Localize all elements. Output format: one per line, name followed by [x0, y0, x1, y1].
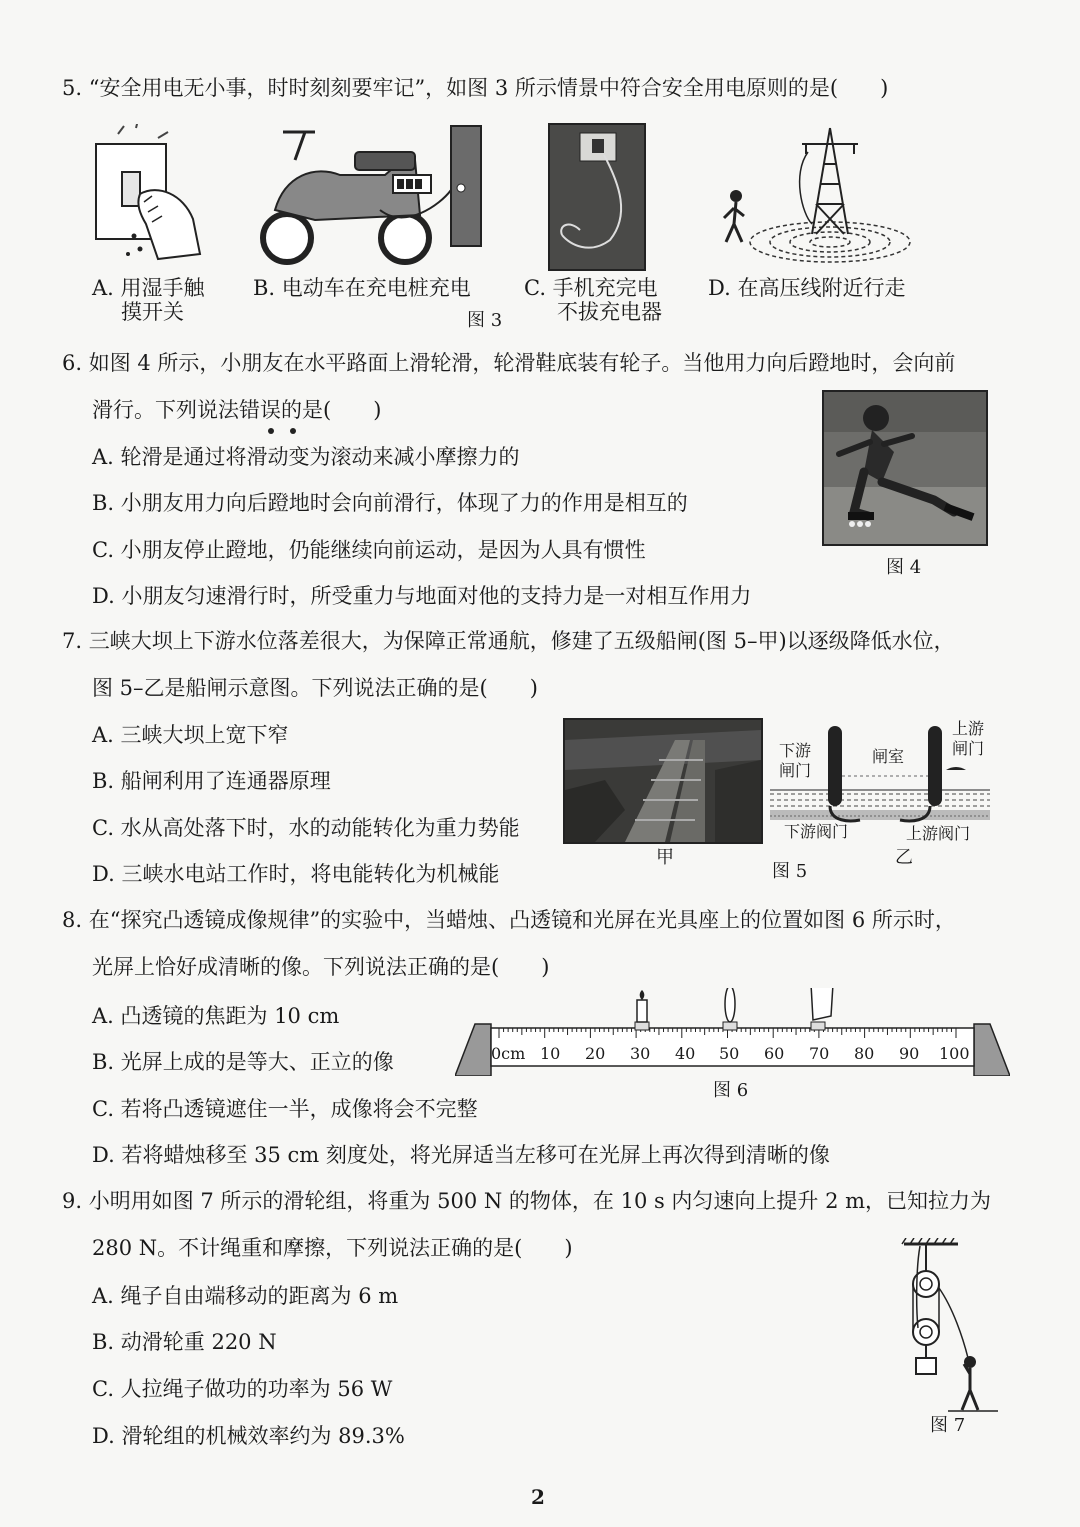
tick-label: 80	[854, 1044, 875, 1063]
fig5-jia-label: 甲	[656, 847, 674, 868]
tick-label: 50	[719, 1044, 740, 1063]
roller-skating-photo	[822, 390, 988, 546]
downstream-gate-label-2: 闸门	[779, 761, 812, 780]
ebike-charging-illustration	[255, 120, 490, 270]
q7-option-d: D. 三峡水电站工作时，将电能转化为机械能	[92, 862, 500, 886]
upstream-gate-label: 上游	[952, 719, 985, 738]
pulley-system-diagram	[898, 1238, 998, 1413]
tick-label: 90	[899, 1044, 920, 1063]
q6-stem-line1: 6. 如图 4 所示，小朋友在水平路面上滑轮滑，轮滑鞋底装有轮子。当他用力向后蹬地时，会向前	[62, 351, 956, 375]
q7-option-a: A. 三峡大坝上宽下窄	[92, 723, 289, 747]
q9-option-d: D. 滑轮组的机械效率约为 89.3%	[92, 1424, 405, 1448]
fig5-caption: 图 5	[772, 861, 808, 882]
q7-stem-line2: 图 5–乙是船闸示意图。下列说法正确的是( )	[92, 676, 538, 700]
tick-label: 30	[630, 1044, 651, 1063]
fig4-caption: 图 4	[886, 557, 922, 578]
q9-stem-line1: 9. 小明用如图 7 所示的滑轮组，将重为 500 N 的物体，在 10 s 内匀速向上提升 2 m，已知拉力为	[62, 1189, 992, 1213]
upstream-valve-label: 上游阀门	[906, 824, 971, 843]
bench-scale-labels	[491, 1044, 970, 1064]
q9-stem-line2: 280 N。不计绳重和摩擦，下列说法正确的是( )	[92, 1236, 573, 1260]
tick-label: 70	[809, 1044, 830, 1063]
tick-label: 20	[585, 1044, 606, 1063]
tick-label: 0cm	[491, 1044, 526, 1063]
tick-label: 60	[764, 1044, 785, 1063]
fig5-yi-label: 乙	[895, 847, 913, 868]
q5-option-a-cont: 摸开关	[121, 300, 184, 324]
q9-option-a: A. 绳子自由端移动的距离为 6 m	[92, 1284, 399, 1308]
q8-option-d: D. 若将蜡烛移至 35 cm 刻度处，将光屏适当左移可在光屏上再次得到清晰的像	[92, 1143, 830, 1167]
q6-option-b: B. 小朋友用力向后蹬地时会向前滑行，体现了力的作用是相互的	[92, 491, 688, 515]
q5-option-c-cont: 不拔充电器	[557, 300, 662, 324]
wet-hand-switch-illustration	[88, 124, 208, 269]
q7-option-c: C. 水从高处落下时，水的动能转化为重力势能	[92, 816, 520, 840]
q5-option-c: C. 手机充完电	[524, 276, 658, 300]
three-gorges-shiplock-photo	[563, 718, 763, 844]
q7-option-b: B. 船闸利用了连通器原理	[92, 769, 331, 793]
upstream-gate-label-2: 闸门	[952, 739, 985, 758]
q8-option-a: A. 凸透镜的焦距为 10 cm	[92, 1004, 340, 1028]
q7-stem-line1: 7. 三峡大坝上下游水位落差很大，为保障正常通航，修建了五级船闸(图 5–甲)以逐级降低水位，	[62, 629, 955, 653]
q9-option-c: C. 人拉绳子做功的功率为 56 W	[92, 1377, 393, 1401]
q6-option-d: D. 小朋友匀速滑行时，所受重力与地面对他的支持力是一对相互作用力	[92, 584, 752, 608]
fig7-caption: 图 7	[930, 1415, 966, 1436]
q6-option-c: C. 小朋友停止蹬地，仍能继续向前运动，是因为人具有惯性	[92, 538, 646, 562]
fig6-caption: 图 6	[713, 1080, 749, 1101]
lock-chamber-label: 闸室	[872, 747, 905, 766]
downstream-gate-label: 下游	[779, 741, 812, 760]
q8-stem-line2: 光屏上恰好成清晰的像。下列说法正确的是( )	[92, 955, 550, 979]
q9-option-b: B. 动滑轮重 220 N	[92, 1330, 277, 1354]
downstream-valve-label: 下游阀门	[784, 822, 849, 841]
q6-option-a: A. 轮滑是通过将滑动变为滚动来减小摩擦力的	[92, 445, 520, 469]
q8-option-c: C. 若将凸透镜遮住一半，成像将会不完整	[92, 1097, 478, 1121]
tick-label: 40	[675, 1044, 696, 1063]
q6-stem-line2: 滑行。下列说法错误的是( )	[92, 398, 382, 422]
emphasis-dot	[290, 428, 296, 434]
q8-stem-line1: 8. 在“探究凸透镜成像规律”的实验中，当蜡烛、凸透镜和光屏在光具座上的位置如图 6 所示时，	[62, 908, 956, 932]
q5-option-d: D. 在高压线附近行走	[708, 276, 906, 300]
tick-label: 100	[939, 1044, 970, 1063]
q8-option-b: B. 光屏上成的是等大、正立的像	[92, 1050, 394, 1074]
high-voltage-tower-illustration	[712, 124, 912, 272]
q5-option-a: A. 用湿手触	[92, 276, 205, 300]
q5-option-b: B. 电动车在充电桩充电	[253, 276, 471, 300]
q5-stem: 5. “安全用电无小事，时时刻刻要牢记”，如图 3 所示情景中符合安全用电原则的是( )	[62, 76, 889, 100]
fig3-caption: 图 3	[467, 310, 503, 331]
page-number: 2	[531, 1485, 545, 1509]
phone-charger-photo	[548, 123, 646, 271]
tick-label: 10	[540, 1044, 561, 1063]
emphasis-dot	[268, 428, 274, 434]
